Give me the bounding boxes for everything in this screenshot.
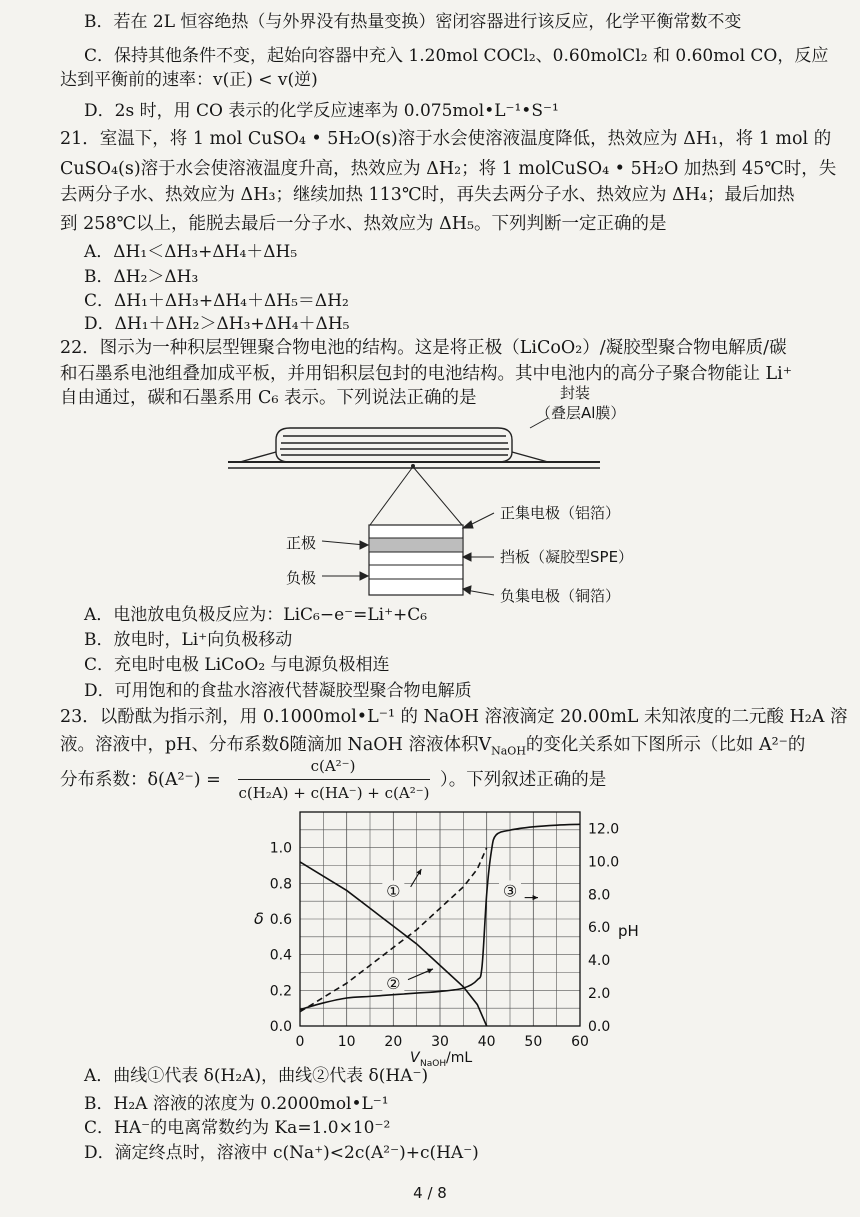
q21-option-d: D．ΔH₁＋ΔH₂＞ΔH₃+ΔH₄＋ΔH₅	[84, 314, 350, 334]
annotation-arrow-3-head	[533, 895, 538, 900]
q22-option-d: D．可用饱和的食盐水溶液代替凝胶型聚合物电解质	[84, 681, 472, 701]
x-axis-label-subscript: NaOH	[420, 1059, 447, 1069]
x-axis-label: V	[410, 1050, 420, 1066]
q23-option-b: B．H₂A 溶液的浓度为 0.2000mol•L⁻¹	[84, 1094, 389, 1114]
x-tick-label: 0	[295, 1034, 305, 1050]
x-tick-label: 10	[337, 1034, 356, 1050]
fraction-denominator: c(H₂A) + c(HA⁻) + c(A²⁻)	[238, 784, 430, 802]
q23-option-a: A．曲线①代表 δ(H₂A)，曲线②代表 δ(HA⁻)	[84, 1066, 429, 1086]
fraction-numerator: c(A²⁻)	[310, 757, 356, 775]
right-tick-label: 2.0	[588, 986, 611, 1003]
q23-stem-line3-post: ）。下列叙述正确的是	[440, 770, 607, 790]
q22-option-c: C．充电时电极 LiCoO₂ 与电源负极相连	[84, 655, 390, 675]
left-tick-label: 0.8	[269, 876, 292, 893]
right-tick-label: 8.0	[588, 887, 611, 904]
x-tick-label: 30	[431, 1034, 449, 1050]
separator-label: 挡板（凝胶型SPE）	[500, 548, 634, 566]
anode-label: 负极	[286, 569, 317, 587]
left-axis-label: δ	[254, 909, 264, 928]
right-tick-label: 4.0	[588, 953, 611, 970]
x-tick-label: 20	[384, 1034, 403, 1050]
annotation-curve-1: ①	[386, 881, 401, 901]
q20-option-b: B．若在 2L 恒容绝热（与外界没有热量变换）密闭容器进行该反应，化学平衡常数不变	[84, 12, 742, 32]
q23-stem-line2-text: 液。溶液中，pH、分布系数δ随滴加 NaOH 溶液体积$V_{NaOH}$的变化关系如下图所示（比如 A²⁻的	[60, 735, 806, 758]
q21-stem-line3: 去两分子水、热效应为 ΔH₃；继续加热 113℃时，再失去两分子水、热效应为 ΔH₄；最后加热	[60, 185, 795, 205]
seal-label: 封装	[560, 384, 591, 402]
q21-stem-line4: 到 258℃以上，能脱去最后一分子水、热效应为 ΔH₅。下列判断一定正确的是	[60, 214, 667, 234]
q21-stem-line2: CuSO₄(s)溶于水会使溶液温度升高，热效应为 ΔH₂；将 1 molCuSO₄ • 5H₂O 加热到 45℃时，失	[60, 159, 837, 179]
q22-option-a: A．电池放电负极反应为：LiC₆−e⁻=Li⁺+C₆	[84, 605, 428, 625]
q22-option-b: B．放电时，Li⁺向负极移动	[84, 630, 293, 650]
page-number: 4 / 8	[413, 1184, 447, 1202]
q21-stem-line1: 21．室温下，将 1 mol CuSO₄ • 5H₂O(s)溶于水会使溶液温度降低，热效应为 ΔH₁，将 1 mol 的	[60, 129, 832, 149]
q21-option-a: A．ΔH₁＜ΔH₃+ΔH₄＋ΔH₅	[84, 242, 298, 262]
q22-stem-line2: 和石墨系电池组叠加成平板，并用铝积层包封的电池结构。其中电池内的高分子聚合物能让 Li⁺	[60, 364, 793, 384]
q23-option-d: D．滴定终点时，溶液中 c(Na⁺)<2c(A²⁻)+c(HA⁻)	[84, 1143, 479, 1163]
q20-option-c-line2: 达到平衡前的速率：v(正) < v(逆)	[60, 70, 318, 90]
right-tick-label: 6.0	[588, 920, 611, 937]
x-tick-label: 60	[571, 1034, 589, 1050]
cathode-label: 正极	[286, 534, 317, 552]
q23-option-c: C．HA⁻的电离常数约为 Ka=1.0×10⁻²	[84, 1118, 391, 1138]
x-axis-label-unit: /mL	[446, 1050, 473, 1066]
q23-stem-line1: 23．以酚酞为指示剂，用 0.1000mol•L⁻¹ 的 NaOH 溶液滴定 20.00mL 未知浓度的二元酸 H₂A 溶	[60, 707, 848, 727]
right-tick-label: 12.0	[588, 821, 620, 838]
annotation-curve-3: ③	[502, 881, 518, 901]
q20-option-d: D．2s 时，用 CO 表示的化学反应速率为 0.075mol•L⁻¹•S⁻¹	[84, 101, 559, 121]
q22-stem-line1: 22．图示为一种积层型锂聚合物电池的结构。这是将正极（LiCoO₂）/凝胶型聚合物电解质/碳	[60, 338, 787, 358]
left-tick-label: 0.0	[269, 1019, 292, 1035]
right-axis-label: pH	[618, 922, 639, 940]
x-tick-label: 40	[477, 1034, 496, 1050]
annotation-curve-2: ②	[386, 974, 401, 994]
q21-option-b: B．ΔH₂＞ΔH₃	[84, 267, 199, 287]
left-tick-label: 1.0	[269, 840, 292, 857]
cathode-collector-label: 正集电极（铝箔）	[500, 504, 621, 522]
q22-stem-line3: 自由通过，碳和石墨系用 C₆ 表示。下列说法正确的是	[60, 388, 477, 408]
left-tick-label: 0.6	[269, 912, 292, 928]
seal-material-label: （叠层Al膜）	[536, 404, 626, 422]
q23-stem-line3-pre: 分布系数：δ(A²⁻) =	[60, 770, 221, 790]
q20-option-c-line1: C．保持其他条件不变，起始向容器中充入 1.20mol COCl₂、0.60molCl₂ 和 0.60mol CO，反应	[84, 46, 829, 66]
left-tick-label: 0.2	[269, 983, 292, 1000]
right-tick-label: 10.0	[588, 854, 620, 871]
right-tick-label: 0.0	[588, 1019, 611, 1035]
q21-option-c: C．ΔH₁＋ΔH₃+ΔH₄＋ΔH₅＝ΔH₂	[84, 291, 349, 311]
anode-collector-label: 负集电极（铜箔）	[500, 587, 621, 605]
left-tick-label: 0.4	[269, 947, 292, 964]
x-tick-label: 50	[524, 1034, 543, 1050]
